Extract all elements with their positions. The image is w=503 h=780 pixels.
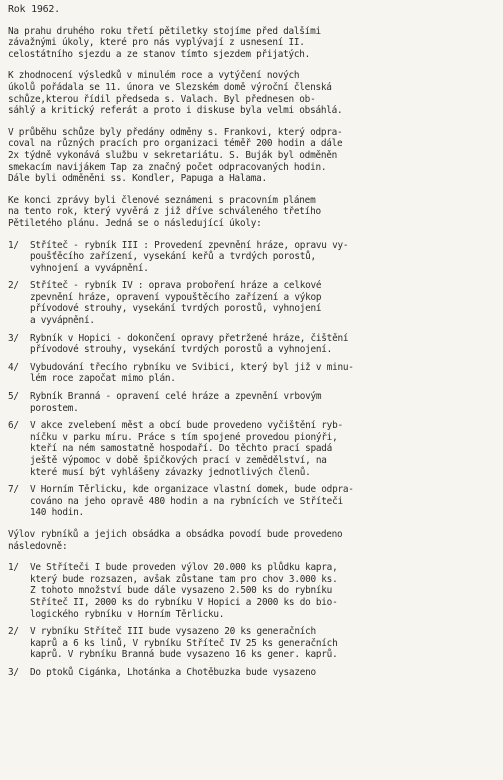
item-text <box>30 484 495 519</box>
text-line: Výlov rybníků a jejich obsádka a obsádka povodí bude provedeno <box>8 528 343 540</box>
text-line: Ve Stříteči I bude proveden výlov 20.000 ks plůdku kapra, <box>30 562 338 574</box>
text-line: Rybník Branná - opravení celé hráze a zpevnění vrbovým <box>30 391 322 403</box>
item-number: 5/ <box>8 391 19 403</box>
text-line: V průběhu schůze byly předány odměny s. Frankovi, který odpra- <box>8 126 343 138</box>
item-number: 7/ <box>8 484 19 496</box>
text-line: přívodové strouhy, vysekání tvrdých porostů a vyhnojení. <box>30 344 333 356</box>
text-line: který bude rozsazen, avšak zůstane tam pro chov 3.000 ks. <box>30 573 338 585</box>
text-line: Na prahu druhého roku třetí pětiletky stojíme před dalšími <box>8 25 321 37</box>
text-line: Pětiletého plánu. Jedná se o následující úkoly: <box>8 217 262 229</box>
text-line: kaprů a 6 ks linů, V rybníku Stříteč IV 25 ks generačních <box>30 637 338 649</box>
text-line: sáhlý a kritický referát a proto i diskuse byla velmi obsáhlá. <box>8 105 343 117</box>
item-number: 1/ <box>8 239 19 251</box>
item-text <box>30 420 495 478</box>
item-text <box>30 280 495 326</box>
text-line: lém roce započat mimo plán. <box>30 373 176 385</box>
text-line: Ke konci zprávy byli členové seznámeni s pracovním plánem <box>8 194 316 206</box>
text-line: Stříteč - rybník III : Provedení zpevnění hráze, opravu vy- <box>30 239 349 251</box>
intro-section <box>8 26 495 230</box>
task-item-3 <box>8 333 495 356</box>
item-number: 6/ <box>8 420 19 432</box>
text-line: vyhnojení a vyvápnění. <box>30 262 149 274</box>
item-text <box>30 626 495 661</box>
text-line: kaprů. V rybníku Branná bude vysazeno 16 ks gener. kaprů. <box>30 649 338 661</box>
text-line: závažnými úkoly, které pro nás vyplývají z usnesení II. <box>8 37 305 49</box>
text-line: a vyvápnění. <box>30 315 95 327</box>
text-line: porostem. <box>30 402 79 414</box>
paragraph-4 <box>8 195 495 230</box>
item-number: 4/ <box>8 361 19 373</box>
text-line: Rybník v Hopici - dokončení opravy přetržené hráze, čištění <box>30 332 349 344</box>
text-line: na tento rok, který vyvěrá z již dříve schváleného třetího <box>8 206 321 218</box>
text-line: V Horním Těrlicku, kde organizace vlastní domek, bude odpra- <box>30 484 354 496</box>
text-line: schůze,kterou řídil předseda s. Valach. Byl přednesen ob- <box>8 93 316 105</box>
text-line: V rybníku Stříteč III bude vysazeno 20 ks generačních <box>30 626 316 638</box>
paragraph-1 <box>8 26 495 61</box>
text-line: níčku v parku míru. Práce s tím spojené provedou pionýři, <box>30 431 338 443</box>
task-item-2 <box>8 280 495 326</box>
task-item-4 <box>8 362 495 385</box>
item-text <box>30 391 495 414</box>
text-line: 140 hodin. <box>30 507 84 519</box>
text-line: Dále byli odměněni ss. Kondler, Papuga a Halama. <box>8 173 267 185</box>
item-text <box>30 362 495 385</box>
harvest-intro <box>8 529 495 552</box>
text-line: úkolů pořádala se 11. února ve Slezském domě výroční členská <box>8 81 332 93</box>
item-text <box>30 333 495 356</box>
text-line: které musí být vyhlášeny závazky jednotlivých členů. <box>30 466 311 478</box>
text-line: Stříteč II, 2000 ks do rybníku V Hopici a 2000 ks do bio- <box>30 596 338 608</box>
document-heading: Rok 1962. <box>8 4 60 15</box>
text-line: V akce zvelebení měst a obcí bude provedeno vyčištění ryb- <box>30 420 343 432</box>
harvest-item-3 <box>8 667 495 679</box>
item-number: 2/ <box>8 280 19 292</box>
text-line: celostátního sjezdu a ze stanov tímto sjezdem přijatých. <box>8 48 311 60</box>
text-line: coval na různých pracích pro organizaci téměř 200 hodin a dále <box>8 138 343 150</box>
text-line: poušťěcího zařízení, vysekání keřů a tvrdých porostů, <box>30 251 316 263</box>
paragraph-3 <box>8 127 495 185</box>
item-number: 1/ <box>8 562 19 574</box>
text-line: přívodové strouhy, vysekání tvrdých porostů, vyhnojení <box>30 303 322 315</box>
task-list <box>8 240 495 519</box>
task-item-5 <box>8 391 495 414</box>
harvest-item-1 <box>8 562 495 620</box>
text-line: Stříteč - rybník IV : oprava proboření hráze a celkové <box>30 280 322 292</box>
item-number: 3/ <box>8 332 19 344</box>
text-line: Z tohoto množství bude dále vysazeno 2.500 ks do rybníku <box>30 585 333 597</box>
item-text <box>30 240 495 275</box>
item-number: 3/ <box>8 666 19 678</box>
text-line: ještě výpomoc v době špičkových prací v zemědělství, na <box>30 455 327 466</box>
task-item-1 <box>8 240 495 275</box>
text-line: Do ptoků Cigánka, Lhotánka a Chotěbuzka bude vysazeno <box>30 666 316 678</box>
text-line: logického rybníku v Horním Těrlicku. <box>30 608 225 620</box>
text-line: Vybudování třecího rybníku ve Svibici, který byl již v minu- <box>30 361 354 373</box>
harvest-list <box>8 562 495 678</box>
text-line: cováno na jeho opravě 480 hodin a na rybnících ve Stříteči <box>30 495 343 507</box>
harvest-item-2 <box>8 626 495 661</box>
item-text <box>30 667 495 679</box>
paragraph-2 <box>8 70 495 116</box>
text-line: 2x týdně vykonává službu v sekretariátu. S. Buják byl odměněn <box>8 149 338 161</box>
item-number: 2/ <box>8 626 19 638</box>
text-line: zpevnění hráze, opravení vypouštěcího zařízení a výkop <box>30 291 322 303</box>
text-line: smekacím navijákem Tap za značný počet odpracovaných hodin. <box>8 161 327 173</box>
text-line: kteří na ném samostatně hospodaří. Do těchto prací spadá <box>30 443 333 455</box>
task-item-6 <box>8 420 495 478</box>
task-item-7 <box>8 484 495 519</box>
text-line: následovně: <box>8 540 68 552</box>
item-text <box>30 562 495 620</box>
text-line: K zhodnocení výsledků v minulém roce a vytýčení nových <box>8 70 300 82</box>
